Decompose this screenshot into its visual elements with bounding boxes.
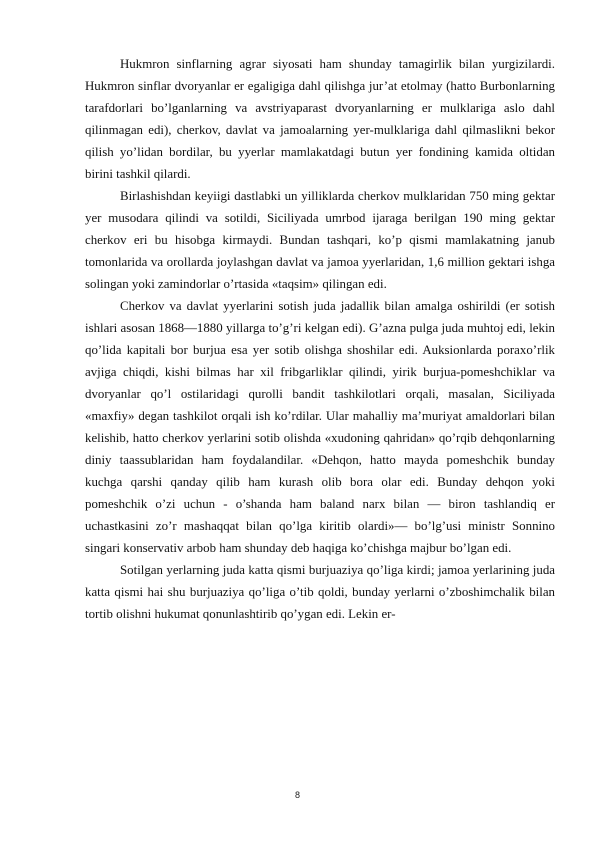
page-number: 8 xyxy=(294,790,300,800)
paragraph-3: Cherkov va davlat yyerlarini sotish juda jadallik bilan amalga oshirildi (er sotish ishlari asosan 1868—1880 yillarga to’g’ri kelgan edi). G’azna pulga juda muhtoj edi, lekin qo’lida kapitali bor burjua esa yer sotib olishga shoshilar edi. Auksionlarda poraxo’rlik avjiga chiqdi, kishi bilmas har xil fribgarliklar qilindi, yirik burjua-pomeshchiklar va dvoryanlar qo’l ostilaridagi qurolli bandit tashkilotlari orqali, masalan, Siciliyada «maxfiy» degan tashkilot orqali ish ko’rdilar. Ular mahalliy ma’muriyat amaldorlari bilan kelishib, hatto cherkov yerlarini sotib olishda «xudoning qahridan» qo’rqib dehqonlarning diniy taassublaridan ham foydalandilar. «Dehqon, hatto mayda pomeshchik bunday kuchga qarshi qanday qilib ham kurash olib bora olar edi. Bunday dehqon yoki pomeshchik o’zi uchun - o’shanda ham baland narx bilan — biron tashlandiq er uchastkasini zo’r mashaqqat bilan qo’lga kiritib olardi»— bo’lg’usi ministr Sonnino singari konservativ arbob ham shunday deb haqiga ko’chishga majbur bo’lgan edi. xyxy=(85,299,555,555)
paragraph-1: Hukmron sinflarning agrar siyosati ham shunday tamagirlik bilan yurgizilardi. Hukmron sinflar dvoryanlar er egaligiga dahl qilishga jur’at etolmay (hatto Burbonlarning tarafdorlari bo’lganlarning va avstriyaparast dvoryanlarning er mulklariga aslo dahl qilinmagan edi), cherkov, davlat va jamoalarning yer-mulklariga dahl qilmaslikni bekor qilish yo’lidan bordilar, bu yyerlar mamlakatdagi butun yer fondining kamida oltidan birini tashkil qilardi. xyxy=(85,57,555,181)
paragraph-2: Birlashishdan keyiigi dastlabki un yilliklarda cherkov mulklaridan 750 ming gektar yer musodara qilindi va sotildi, Siciliyada umrbod ijaraga berilgan 190 ming gektar cherkov eri bu hisobga kirmaydi. Bundan tashqari, ko’p qismi mamlakatning janub tomonlarida va orollarda joylashgan davlat va jamoa yyerlaridan, 1,6 million gektari ishga solingan yoki zamindorlar o’rtasida «taqsim» qilingan edi. xyxy=(85,189,555,291)
body-text xyxy=(85,53,555,625)
paragraph-4: Sotilgan yerlarning juda katta qismi burjuaziya qo’liga kirdi; jamoa yerlarining juda katta qismi hai shu burjuaziya qo’liga o’tib qoldi, bunday yerlarni o’zboshimchalik bilan tortib olishni hukumat qonunlashtirib qo’ygan edi. Lekin er- xyxy=(85,563,555,621)
